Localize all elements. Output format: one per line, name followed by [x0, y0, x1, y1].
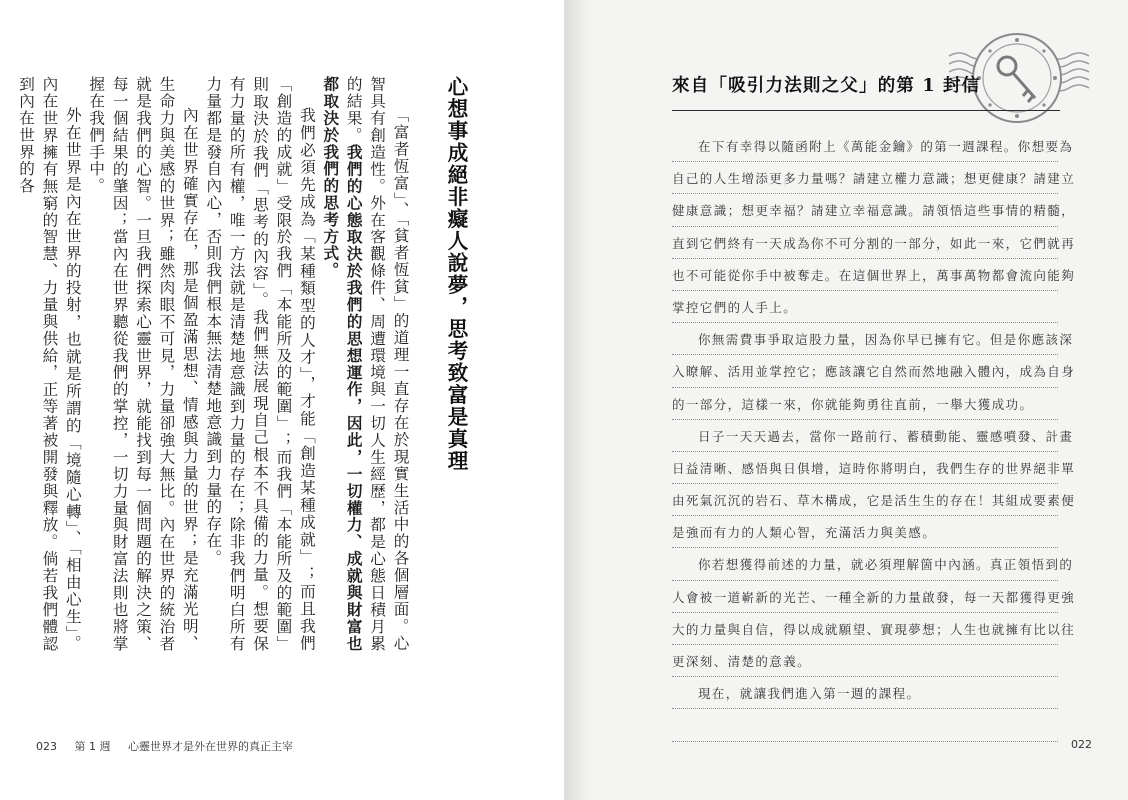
vertical-text-column — [17, 76, 468, 653]
section-heading: 心想事成絕非癡人說夢，思考致富是真理 — [444, 76, 468, 472]
letter-line: 人會被一道嶄新的光芒、一種全新的力量啟發，每一天都獲得更強 — [672, 581, 1058, 613]
page-number: 023 — [36, 740, 57, 753]
letter-line: 大的力量與自信，得以成就願望、實現夢想；人生也就擁有比以往 — [672, 613, 1058, 645]
body-paragraph — [318, 76, 412, 652]
letter-line: 健康意識；想更幸福？請建立幸福意識。請領悟這些事情的精髓， — [672, 194, 1058, 226]
paragraph-text: 「富者恆富」、「貧者恆貧」的道理一直存在於現實生活中的各個層面。心智具有創造性。外在客觀條件、周遭環境與一切人生經歷，都是心態日積月累的結果。 — [344, 76, 410, 652]
letter-line: 日子一天天過去，當你一路前行、蓄積動能、靈感噴發、計畫 — [672, 420, 1058, 452]
left-folio — [36, 738, 307, 754]
letter-line: 你無需費事爭取這股力量，因為你早已擁有它。但是你應該深 — [672, 323, 1058, 355]
letter-line: 更深刻、清楚的意義。 — [672, 645, 1058, 677]
letter-line: 現在，就讓我們進入第一週的課程。 — [672, 677, 1058, 709]
body-paragraph — [201, 76, 318, 652]
running-head-week: 第 1 週 — [74, 740, 111, 753]
letter-line: 在下有幸得以隨函附上《萬能金鑰》的第一週課程。你想要為 — [672, 130, 1058, 162]
right-page — [564, 0, 1128, 800]
letter-line — [672, 709, 1058, 741]
letter-line: 直到它們終有一天成為你不可分割的一部分，如此一來，它們就再 — [672, 227, 1058, 259]
ruled-letter-body — [672, 130, 1076, 742]
letter-line: 掌控它們的人手上。 — [672, 291, 1058, 323]
letter-line: 的一部分，這樣一來，你就能夠勇往直前，一舉大獲成功。 — [672, 388, 1058, 420]
letter-line: 日益清晰、感悟與日俱增，這時你將明白，我們生存的世界絕非單 — [672, 452, 1058, 484]
letter-line: 也不可能從你手中被奪走。在這個世界上，萬事萬物都會流向能夠 — [672, 259, 1058, 291]
emphasized-text: 我們的心態取決於我們的思想運作，因此，一切權力、成就與財富也都取決於我們的思考方式。 — [321, 76, 363, 653]
letter-line: 是強而有力的人類心智，充滿活力與美感。 — [672, 516, 1058, 548]
right-page-number: 022 — [1071, 738, 1092, 751]
letter-line: 入瞭解、活用並掌控它；應該讓它自然而然地融入體內，成為自身 — [672, 355, 1058, 387]
body-paragraph — [14, 76, 84, 652]
running-head-chapter: 心靈世界才是外在世界的真正主宰 — [128, 740, 293, 753]
letter-line: 自己的人生增添更多力量嗎？請建立權力意識；想更健康？請建立 — [672, 162, 1058, 194]
body-paragraphs — [14, 76, 412, 652]
letter-line: 由死氣沉沉的岩石、草木構成，它是活生生的存在！其組成要素便 — [672, 484, 1058, 516]
paragraph-text: 內在世界確實存在，那是個盈滿思想、情感與力量的世界；是充滿光明、生命力與美感的世界；雖然肉眼不可見，力量卻強大無比。內在世界的統治者就是我們的心智。一旦我們探索心靈世界，就能找到每一個問題的解決之策、每一個結果的肇因；當內在世界聽從我們的掌控，一切力量與財富法則也將掌握在我們手中。 — [87, 76, 199, 652]
paragraph-text: 我們必須先成為「某種類型的人才」，才能「創造某種成就」；而且我們「創造的成就」受限於我們「本能所及的範圍」；而我們「本能所及的範圍」則取決於我們「思考的內容」。我們無法展現自己根本不具備的力量。想要保有力量的所有權，唯一方法就是清楚地意識到力量的存在；除非我們明白所有力量都是發自內心，否則我們根本無法清楚地意識到力量的存在。 — [204, 76, 316, 652]
letter-line: 你若想獲得前述的力量，就必須理解箇中內涵。真正領悟到的 — [672, 548, 1058, 580]
body-paragraph — [84, 76, 201, 652]
gutter-shadow — [564, 0, 590, 800]
title-rule — [672, 110, 1060, 111]
letter-title: 來自「吸引力法則之父」的第 1 封信 — [672, 76, 981, 96]
paragraph-text: 外在世界是內在世界的投射，也就是所謂的「境隨心轉」、「相由心生」。內在世界擁有無窮的智慧、力量與供給，正等著被開發與釋放。倘若我們體認到內在世界的各 — [17, 76, 82, 652]
